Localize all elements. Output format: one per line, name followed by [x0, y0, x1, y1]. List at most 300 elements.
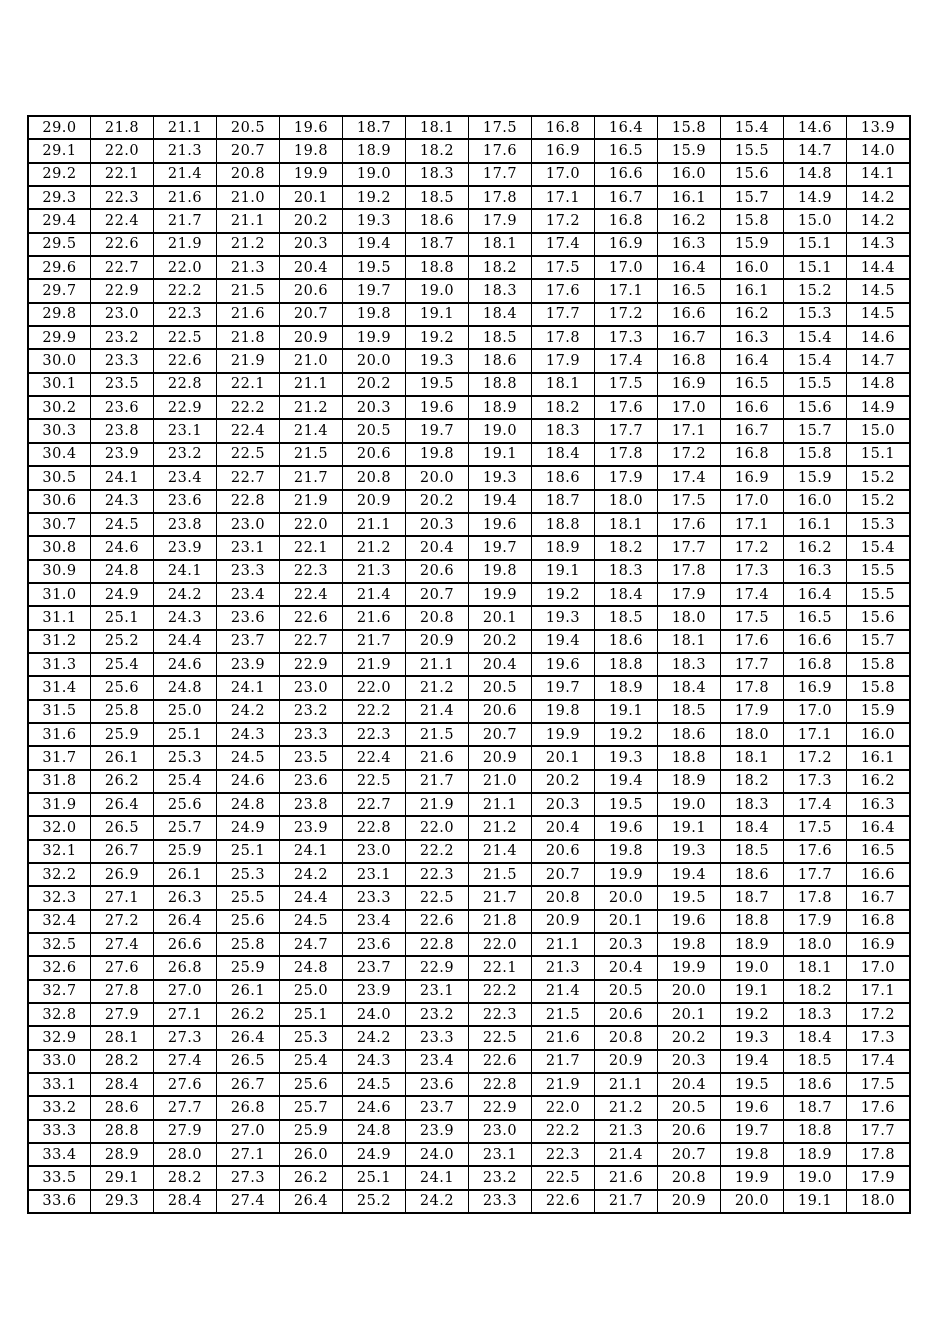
- table-cell: 20.1: [280, 186, 343, 209]
- table-cell: 16.8: [658, 349, 721, 372]
- table-cell: 23.0: [217, 513, 280, 536]
- table-cell: 22.0: [406, 816, 469, 839]
- table-cell: 15.7: [721, 186, 784, 209]
- table-cell: 24.5: [91, 513, 154, 536]
- table-cell: 18.3: [469, 279, 532, 302]
- table-cell: 19.9: [343, 326, 406, 349]
- table-cell: 23.3: [280, 723, 343, 746]
- table-cell: 21.4: [280, 419, 343, 442]
- table-cell: 20.6: [469, 700, 532, 723]
- table-cell: 22.2: [532, 1120, 595, 1143]
- table-cell: 16.8: [847, 910, 911, 933]
- table-cell: 20.9: [406, 630, 469, 653]
- table-cell: 15.2: [847, 466, 911, 489]
- table-cell: 20.7: [280, 303, 343, 326]
- table-cell: 21.8: [217, 326, 280, 349]
- table-cell: 22.2: [154, 279, 217, 302]
- table-row-key-cell: 31.4: [28, 676, 91, 699]
- table-cell: 17.8: [658, 560, 721, 583]
- table-cell: 18.5: [658, 700, 721, 723]
- table-cell: 24.2: [217, 700, 280, 723]
- table-cell: 21.4: [154, 163, 217, 186]
- table-cell: 23.3: [406, 1026, 469, 1049]
- table-cell: 23.3: [91, 349, 154, 372]
- table-cell: 28.1: [91, 1026, 154, 1049]
- table-row-key-cell: 29.6: [28, 256, 91, 279]
- table-cell: 20.2: [406, 490, 469, 513]
- table-cell: 19.3: [658, 840, 721, 863]
- table-cell: 26.2: [280, 1166, 343, 1189]
- table-cell: 17.7: [595, 419, 658, 442]
- table-cell: 20.3: [343, 396, 406, 419]
- table-cell: 19.0: [721, 956, 784, 979]
- table-cell: 17.8: [721, 676, 784, 699]
- table-cell: 22.1: [469, 956, 532, 979]
- table-row-key-cell: 33.0: [28, 1050, 91, 1073]
- table-cell: 18.4: [784, 1026, 847, 1049]
- table-cell: 18.2: [469, 256, 532, 279]
- table-cell: 17.6: [469, 139, 532, 162]
- table-row-key-cell: 32.9: [28, 1026, 91, 1049]
- table-cell: 20.2: [532, 770, 595, 793]
- table-row-key-cell: 30.8: [28, 536, 91, 559]
- table-cell: 19.0: [784, 1166, 847, 1189]
- table-cell: 22.3: [406, 863, 469, 886]
- table-cell: 16.6: [595, 163, 658, 186]
- table-cell: 17.9: [847, 1166, 911, 1189]
- table-cell: 20.8: [406, 606, 469, 629]
- table-cell: 22.5: [154, 326, 217, 349]
- data-table-container: [27, 115, 911, 1214]
- table-cell: 29.3: [91, 1190, 154, 1213]
- table-cell: 20.6: [532, 840, 595, 863]
- table-cell: 14.2: [847, 209, 911, 232]
- table-cell: 20.9: [469, 746, 532, 769]
- table-cell: 26.7: [217, 1073, 280, 1096]
- table-cell: 17.8: [532, 326, 595, 349]
- table-cell: 25.9: [91, 723, 154, 746]
- table-cell: 15.0: [784, 209, 847, 232]
- table-cell: 20.5: [217, 116, 280, 139]
- table-row-key-cell: 29.5: [28, 233, 91, 256]
- table-cell: 16.9: [721, 466, 784, 489]
- table-row: [28, 910, 910, 933]
- table-row-key-cell: 31.6: [28, 723, 91, 746]
- table-cell: 18.2: [406, 139, 469, 162]
- table-cell: 20.1: [469, 606, 532, 629]
- table-cell: 18.7: [406, 233, 469, 256]
- table-row-key-cell: 31.8: [28, 770, 91, 793]
- table-cell: 24.6: [217, 770, 280, 793]
- table-cell: 22.0: [154, 256, 217, 279]
- table-cell: 17.0: [595, 256, 658, 279]
- table-cell: 22.4: [280, 583, 343, 606]
- table-cell: 26.5: [91, 816, 154, 839]
- table-cell: 15.7: [784, 419, 847, 442]
- table-cell: 19.3: [721, 1026, 784, 1049]
- table-row-key-cell: 32.1: [28, 840, 91, 863]
- table-cell: 18.1: [784, 956, 847, 979]
- table-cell: 26.4: [217, 1026, 280, 1049]
- table-cell: 18.2: [595, 536, 658, 559]
- table-cell: 18.3: [721, 793, 784, 816]
- table-cell: 22.3: [532, 1143, 595, 1166]
- table-cell: 21.9: [532, 1073, 595, 1096]
- table-cell: 18.0: [658, 606, 721, 629]
- table-cell: 18.3: [658, 653, 721, 676]
- table-cell: 25.1: [154, 723, 217, 746]
- table-cell: 23.2: [280, 700, 343, 723]
- table-cell: 23.6: [343, 933, 406, 956]
- table-row: [28, 770, 910, 793]
- table-cell: 20.9: [595, 1050, 658, 1073]
- table-cell: 17.3: [595, 326, 658, 349]
- table-cell: 17.8: [595, 443, 658, 466]
- table-cell: 18.2: [532, 396, 595, 419]
- table-cell: 19.4: [469, 490, 532, 513]
- table-row-key-cell: 31.9: [28, 793, 91, 816]
- table-row: [28, 373, 910, 396]
- table-cell: 23.1: [217, 536, 280, 559]
- table-cell: 27.3: [154, 1026, 217, 1049]
- table-cell: 22.8: [217, 490, 280, 513]
- table-cell: 18.3: [532, 419, 595, 442]
- table-cell: 26.2: [91, 770, 154, 793]
- table-cell: 17.8: [784, 886, 847, 909]
- table-row-key-cell: 31.2: [28, 630, 91, 653]
- table-cell: 21.5: [406, 723, 469, 746]
- table-cell: 17.1: [721, 513, 784, 536]
- table-cell: 22.0: [91, 139, 154, 162]
- table-cell: 25.6: [91, 676, 154, 699]
- table-cell: 20.3: [595, 933, 658, 956]
- table-cell: 14.7: [847, 349, 911, 372]
- table-cell: 21.2: [406, 676, 469, 699]
- table-cell: 17.9: [721, 700, 784, 723]
- table-cell: 18.7: [532, 490, 595, 513]
- table-cell: 16.5: [721, 373, 784, 396]
- table-cell: 21.3: [532, 956, 595, 979]
- table-cell: 19.4: [658, 863, 721, 886]
- table-cell: 24.1: [154, 560, 217, 583]
- table-cell: 18.4: [532, 443, 595, 466]
- table-cell: 26.5: [217, 1050, 280, 1073]
- table-cell: 21.7: [595, 1190, 658, 1213]
- table-cell: 18.5: [469, 326, 532, 349]
- table-cell: 21.1: [595, 1073, 658, 1096]
- table-cell: 22.1: [280, 536, 343, 559]
- table-cell: 16.9: [658, 373, 721, 396]
- table-cell: 16.5: [658, 279, 721, 302]
- table-cell: 24.7: [280, 933, 343, 956]
- table-cell: 21.1: [154, 116, 217, 139]
- table-cell: 23.8: [154, 513, 217, 536]
- table-cell: 27.0: [154, 980, 217, 1003]
- table-cell: 17.7: [532, 303, 595, 326]
- table-cell: 20.7: [658, 1143, 721, 1166]
- table-cell: 17.4: [532, 233, 595, 256]
- table-cell: 21.6: [217, 303, 280, 326]
- table-cell: 20.7: [217, 139, 280, 162]
- table-cell: 14.0: [847, 139, 911, 162]
- table-cell: 17.5: [847, 1073, 911, 1096]
- table-cell: 15.2: [847, 490, 911, 513]
- table-row: [28, 1073, 910, 1096]
- table-row-key-cell: 32.7: [28, 980, 91, 1003]
- table-cell: 18.1: [658, 630, 721, 653]
- table-cell: 23.6: [406, 1073, 469, 1096]
- table-cell: 24.5: [217, 746, 280, 769]
- table-cell: 17.9: [469, 209, 532, 232]
- table-cell: 22.4: [217, 419, 280, 442]
- table-cell: 14.6: [784, 116, 847, 139]
- table-cell: 22.7: [217, 466, 280, 489]
- table-row: [28, 1190, 910, 1213]
- table-row: [28, 723, 910, 746]
- table-cell: 26.3: [154, 886, 217, 909]
- table-cell: 16.1: [721, 279, 784, 302]
- table-row-key-cell: 30.7: [28, 513, 91, 536]
- table-cell: 20.8: [595, 1026, 658, 1049]
- table-cell: 19.9: [280, 163, 343, 186]
- table-cell: 20.5: [595, 980, 658, 1003]
- table-cell: 28.9: [91, 1143, 154, 1166]
- table-cell: 20.3: [658, 1050, 721, 1073]
- table-row-key-cell: 29.9: [28, 326, 91, 349]
- table-cell: 18.4: [721, 816, 784, 839]
- table-cell: 24.8: [217, 793, 280, 816]
- table-cell: 18.6: [595, 630, 658, 653]
- table-cell: 26.4: [280, 1190, 343, 1213]
- table-cell: 19.8: [532, 700, 595, 723]
- table-row: [28, 116, 910, 139]
- table-cell: 19.9: [532, 723, 595, 746]
- table-cell: 20.0: [721, 1190, 784, 1213]
- table-cell: 19.0: [469, 419, 532, 442]
- table-cell: 24.8: [343, 1120, 406, 1143]
- table-row: [28, 326, 910, 349]
- table-cell: 15.4: [721, 116, 784, 139]
- table-cell: 20.6: [406, 560, 469, 583]
- table-cell: 19.9: [595, 863, 658, 886]
- table-cell: 23.0: [343, 840, 406, 863]
- table-cell: 23.6: [154, 490, 217, 513]
- table-cell: 18.3: [595, 560, 658, 583]
- table-cell: 21.4: [406, 700, 469, 723]
- table-cell: 23.6: [280, 770, 343, 793]
- table-cell: 16.7: [658, 326, 721, 349]
- data-table-body: [28, 116, 910, 1213]
- table-cell: 20.9: [658, 1190, 721, 1213]
- table-cell: 20.3: [406, 513, 469, 536]
- table-cell: 21.8: [469, 910, 532, 933]
- table-cell: 17.0: [784, 700, 847, 723]
- table-cell: 15.8: [721, 209, 784, 232]
- table-cell: 19.4: [532, 630, 595, 653]
- table-row-key-cell: 30.6: [28, 490, 91, 513]
- table-cell: 16.8: [532, 116, 595, 139]
- table-cell: 22.5: [532, 1166, 595, 1189]
- table-cell: 28.2: [91, 1050, 154, 1073]
- table-cell: 27.1: [217, 1143, 280, 1166]
- table-cell: 24.3: [217, 723, 280, 746]
- table-row-key-cell: 30.2: [28, 396, 91, 419]
- table-cell: 19.6: [595, 816, 658, 839]
- table-cell: 15.8: [847, 653, 911, 676]
- table-cell: 15.4: [847, 536, 911, 559]
- table-cell: 20.1: [658, 1003, 721, 1026]
- table-row-key-cell: 33.3: [28, 1120, 91, 1143]
- table-row-key-cell: 30.9: [28, 560, 91, 583]
- table-cell: 22.6: [280, 606, 343, 629]
- table-cell: 14.7: [784, 139, 847, 162]
- table-cell: 24.5: [280, 910, 343, 933]
- table-cell: 21.2: [280, 396, 343, 419]
- table-row-key-cell: 29.7: [28, 279, 91, 302]
- table-cell: 15.6: [784, 396, 847, 419]
- table-cell: 23.3: [217, 560, 280, 583]
- table-row: [28, 443, 910, 466]
- table-cell: 21.0: [469, 770, 532, 793]
- table-row: [28, 466, 910, 489]
- table-cell: 16.6: [784, 630, 847, 653]
- table-cell: 21.7: [280, 466, 343, 489]
- table-cell: 19.3: [343, 209, 406, 232]
- table-cell: 20.5: [343, 419, 406, 442]
- table-cell: 19.7: [532, 676, 595, 699]
- table-cell: 18.8: [406, 256, 469, 279]
- table-cell: 25.6: [280, 1073, 343, 1096]
- table-cell: 21.1: [280, 373, 343, 396]
- table-cell: 22.8: [343, 816, 406, 839]
- table-row-key-cell: 32.2: [28, 863, 91, 886]
- table-cell: 15.3: [847, 513, 911, 536]
- table-cell: 16.9: [532, 139, 595, 162]
- table-cell: 20.3: [532, 793, 595, 816]
- table-cell: 19.3: [469, 466, 532, 489]
- table-row: [28, 886, 910, 909]
- table-cell: 18.6: [784, 1073, 847, 1096]
- table-cell: 21.7: [469, 886, 532, 909]
- table-cell: 22.0: [343, 676, 406, 699]
- table-row: [28, 279, 910, 302]
- table-cell: 17.6: [658, 513, 721, 536]
- table-cell: 24.3: [91, 490, 154, 513]
- table-cell: 27.4: [91, 933, 154, 956]
- table-cell: 19.2: [532, 583, 595, 606]
- table-cell: 15.0: [847, 419, 911, 442]
- table-cell: 25.0: [154, 700, 217, 723]
- table-cell: 27.6: [154, 1073, 217, 1096]
- table-cell: 16.4: [721, 349, 784, 372]
- table-cell: 22.3: [469, 1003, 532, 1026]
- table-cell: 16.8: [595, 209, 658, 232]
- table-cell: 21.0: [280, 349, 343, 372]
- table-cell: 24.4: [280, 886, 343, 909]
- table-cell: 26.2: [217, 1003, 280, 1026]
- table-cell: 18.9: [343, 139, 406, 162]
- table-row-key-cell: 29.2: [28, 163, 91, 186]
- table-cell: 23.8: [280, 793, 343, 816]
- table-row-key-cell: 29.1: [28, 139, 91, 162]
- table-cell: 16.5: [784, 606, 847, 629]
- table-cell: 16.5: [847, 840, 911, 863]
- table-cell: 18.8: [784, 1120, 847, 1143]
- table-cell: 21.2: [595, 1096, 658, 1119]
- table-cell: 29.1: [91, 1166, 154, 1189]
- table-cell: 23.0: [280, 676, 343, 699]
- table-cell: 21.7: [532, 1050, 595, 1073]
- table-cell: 14.4: [847, 256, 911, 279]
- table-cell: 19.5: [721, 1073, 784, 1096]
- table-cell: 17.2: [784, 746, 847, 769]
- table-cell: 21.6: [406, 746, 469, 769]
- table-cell: 24.0: [406, 1143, 469, 1166]
- table-cell: 20.1: [532, 746, 595, 769]
- table-row: [28, 606, 910, 629]
- table-cell: 19.6: [658, 910, 721, 933]
- table-cell: 18.7: [343, 116, 406, 139]
- table-cell: 15.1: [784, 233, 847, 256]
- table-cell: 18.1: [721, 746, 784, 769]
- table-cell: 27.0: [217, 1120, 280, 1143]
- table-cell: 21.2: [469, 816, 532, 839]
- table-cell: 19.9: [658, 956, 721, 979]
- table-cell: 17.5: [784, 816, 847, 839]
- table-cell: 18.6: [532, 466, 595, 489]
- table-cell: 20.0: [658, 980, 721, 1003]
- table-cell: 21.3: [343, 560, 406, 583]
- table-cell: 20.4: [532, 816, 595, 839]
- table-cell: 21.7: [406, 770, 469, 793]
- table-cell: 16.0: [784, 490, 847, 513]
- table-cell: 18.4: [469, 303, 532, 326]
- table-cell: 17.0: [658, 396, 721, 419]
- table-row: [28, 653, 910, 676]
- table-row: [28, 933, 910, 956]
- table-row-key-cell: 29.4: [28, 209, 91, 232]
- table-cell: 23.7: [343, 956, 406, 979]
- table-cell: 24.3: [154, 606, 217, 629]
- table-cell: 16.0: [658, 163, 721, 186]
- table-cell: 23.6: [91, 396, 154, 419]
- table-cell: 18.8: [532, 513, 595, 536]
- table-cell: 28.4: [91, 1073, 154, 1096]
- table-cell: 19.1: [406, 303, 469, 326]
- table-cell: 23.1: [406, 980, 469, 1003]
- table-cell: 23.8: [91, 419, 154, 442]
- table-row-key-cell: 30.3: [28, 419, 91, 442]
- table-cell: 19.4: [595, 770, 658, 793]
- table-cell: 23.3: [343, 886, 406, 909]
- table-row: [28, 209, 910, 232]
- table-row-key-cell: 32.8: [28, 1003, 91, 1026]
- table-cell: 19.8: [658, 933, 721, 956]
- table-cell: 18.9: [469, 396, 532, 419]
- table-cell: 16.4: [847, 816, 911, 839]
- table-cell: 18.5: [406, 186, 469, 209]
- table-cell: 19.8: [721, 1143, 784, 1166]
- table-cell: 24.0: [343, 1003, 406, 1026]
- table-row-key-cell: 32.6: [28, 956, 91, 979]
- table-cell: 14.1: [847, 163, 911, 186]
- table-row: [28, 349, 910, 372]
- table-cell: 15.2: [784, 279, 847, 302]
- table-cell: 23.4: [406, 1050, 469, 1073]
- table-cell: 18.3: [406, 163, 469, 186]
- table-cell: 16.1: [784, 513, 847, 536]
- table-cell: 22.2: [343, 700, 406, 723]
